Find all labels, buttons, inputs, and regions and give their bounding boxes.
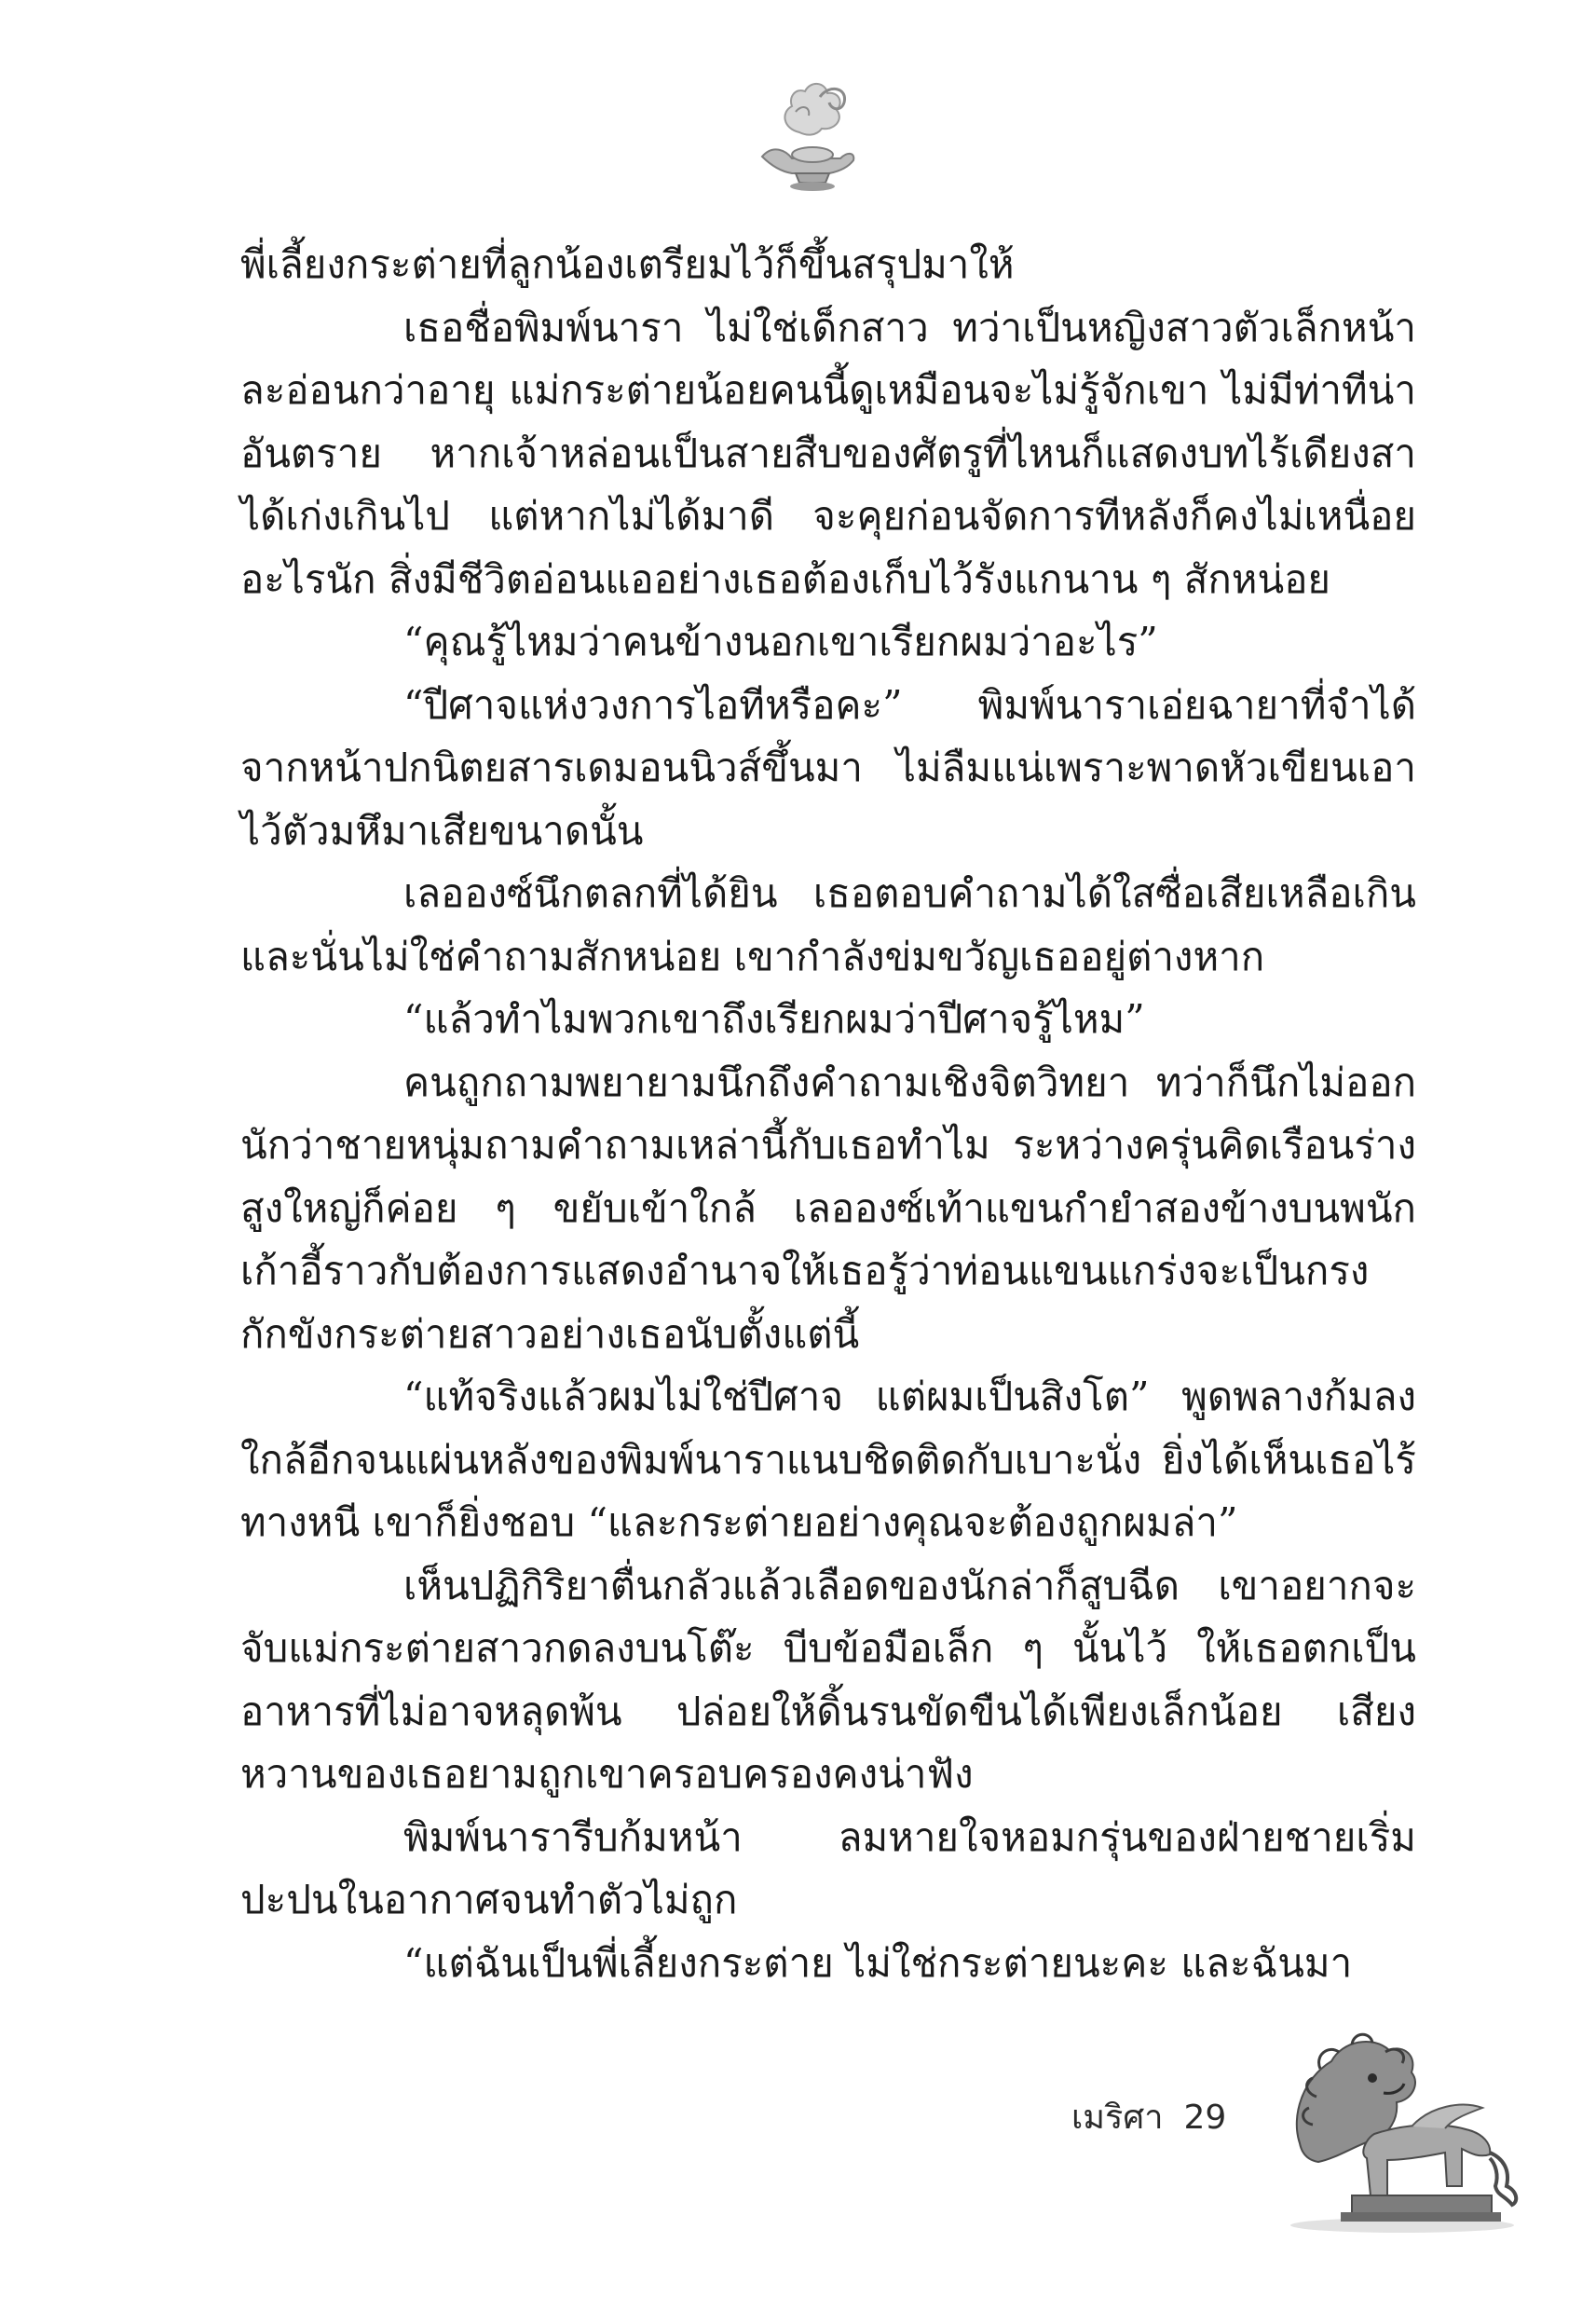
winged-lion-statue-icon [1262, 2003, 1533, 2236]
paragraph: พิมพ์นารารีบก้มหน้า ลมหายใจหอมกรุ่นของฝ่ายชายเริ่มปะปนในอากาศจนทำตัวไม่ถูก [240, 1813, 1416, 1922]
page-number: 29 [1183, 2099, 1227, 2137]
paragraph: เธอชื่อพิมพ์นารา ไม่ใช่เด็กสาว ทว่าเป็นหญิงสาวตัวเล็กหน้าละอ่อนกว่าอายุ แม่กระต่ายน้อยคนนี้ดูเหมือนจะไม่รู้จักเขา ไม่มีท่าทีน่าอันตราย หากเจ้าหล่อนเป็นสายสืบของศัตรูที่ไหนก็แสดงบทไร้เดียงสาได้เก่งเกินไป แต่หากไม่ได้มาดี จะคุยก่อนจัดการทีหลังก็คงไม่เหนื่อยอะไรนัก สิ่งมีชีวิตอ่อนแออย่างเธอต้องเก็บไว้รังแกนาน ๆ สักหน่อย [240, 304, 1416, 602]
paragraph: คนถูกถามพยายามนึกถึงคำถามเชิงจิตวิทยา ทว่าก็นึกไม่ออกนักว่าชายหนุ่มถามคำถามเหล่านี้กับเธอทำไม ระหว่างครุ่นคิดเรือนร่างสูงใหญ่ก็ค่อย ๆ ขยับเข้าใกล้ เลอองซ์เท้าแขนกำยำสองข้างบนพนักเก้าอี้ราวกับต้องการแสดงอำนาจให้เธอรู้ว่าท่อนแขนแกร่งจะเป็นกรงกักขังกระต่ายสาวอย่างเธอนับตั้งแต่นี้ [240, 1059, 1416, 1357]
paragraph: “แต่ฉันเป็นพี่เลี้ยงกระต่าย ไม่ใช่กระต่ายนะคะ และฉันมา [403, 1939, 1353, 1986]
paragraph: “แล้วทำไมพวกเขาถึงเรียกผมว่าปีศาจรู้ไหม” [403, 996, 1145, 1042]
paragraph: “ปีศาจแห่งวงการไอทีหรือคะ” พิมพ์นาราเอ่ยฉายาที่จำได้จากหน้าปกนิตยสารเดมอนนิวส์ขึ้นมา ไม่ลืมแน่เพราะพาดหัวเขียนเอาไว้ตัวมหึมาเสียขนาดนั้น [240, 681, 1416, 854]
paragraph: พี่เลี้ยงกระต่ายที่ลูกน้องเตรียมไว้ก็ขึ้นสรุปมาให้ [240, 241, 1015, 287]
page-footer [1071, 2090, 1247, 2143]
paragraph: เห็นปฏิกิริยาตื่นกลัวแล้วเลือดของนักล่าก็สูบฉีด เขาอยากจะจับแม่กระต่ายสาวกดลงบนโต๊ะ บีบข้อมือเล็ก ๆ นั้นไว้ ให้เธอตกเป็นอาหารที่ไม่อาจหลุดพ้น ปล่อยให้ดิ้นรนขัดขืนได้เพียงเล็กน้อย เสียงหวานของเธอยามถูกเขาครอบครองคงน่าฟัง [240, 1562, 1416, 1797]
paragraph: เลอองซ์นึกตลกที่ได้ยิน เธอตอบคำถามได้ใสซื่อเสียเหลือเกินและนั่นไม่ใช่คำถามสักหน่อย เขากำลังข่มขวัญเธออยู่ต่างหาก [240, 870, 1416, 979]
paragraph: “คุณรู้ไหมว่าคนข้างนอกเขาเรียกผมว่าอะไร” [403, 619, 1158, 664]
paragraph: “แท้จริงแล้วผมไม่ใช่ปีศาจ แต่ผมเป็นสิงโต” พูดพลางก้มลงใกล้อีกจนแผ่นหลังของพิมพ์นาราแนบชิดติดกับเบาะนั่ง ยิ่งได้เห็นเธอไร้ทางหนี เขาก็ยิ่งชอบ “และกระต่ายอย่างคุณจะต้องถูกผมล่า” [240, 1374, 1416, 1545]
genie-lamp-icon [755, 75, 857, 196]
author-name: เมริศา [1071, 2099, 1164, 2137]
body-text [240, 233, 1416, 1994]
